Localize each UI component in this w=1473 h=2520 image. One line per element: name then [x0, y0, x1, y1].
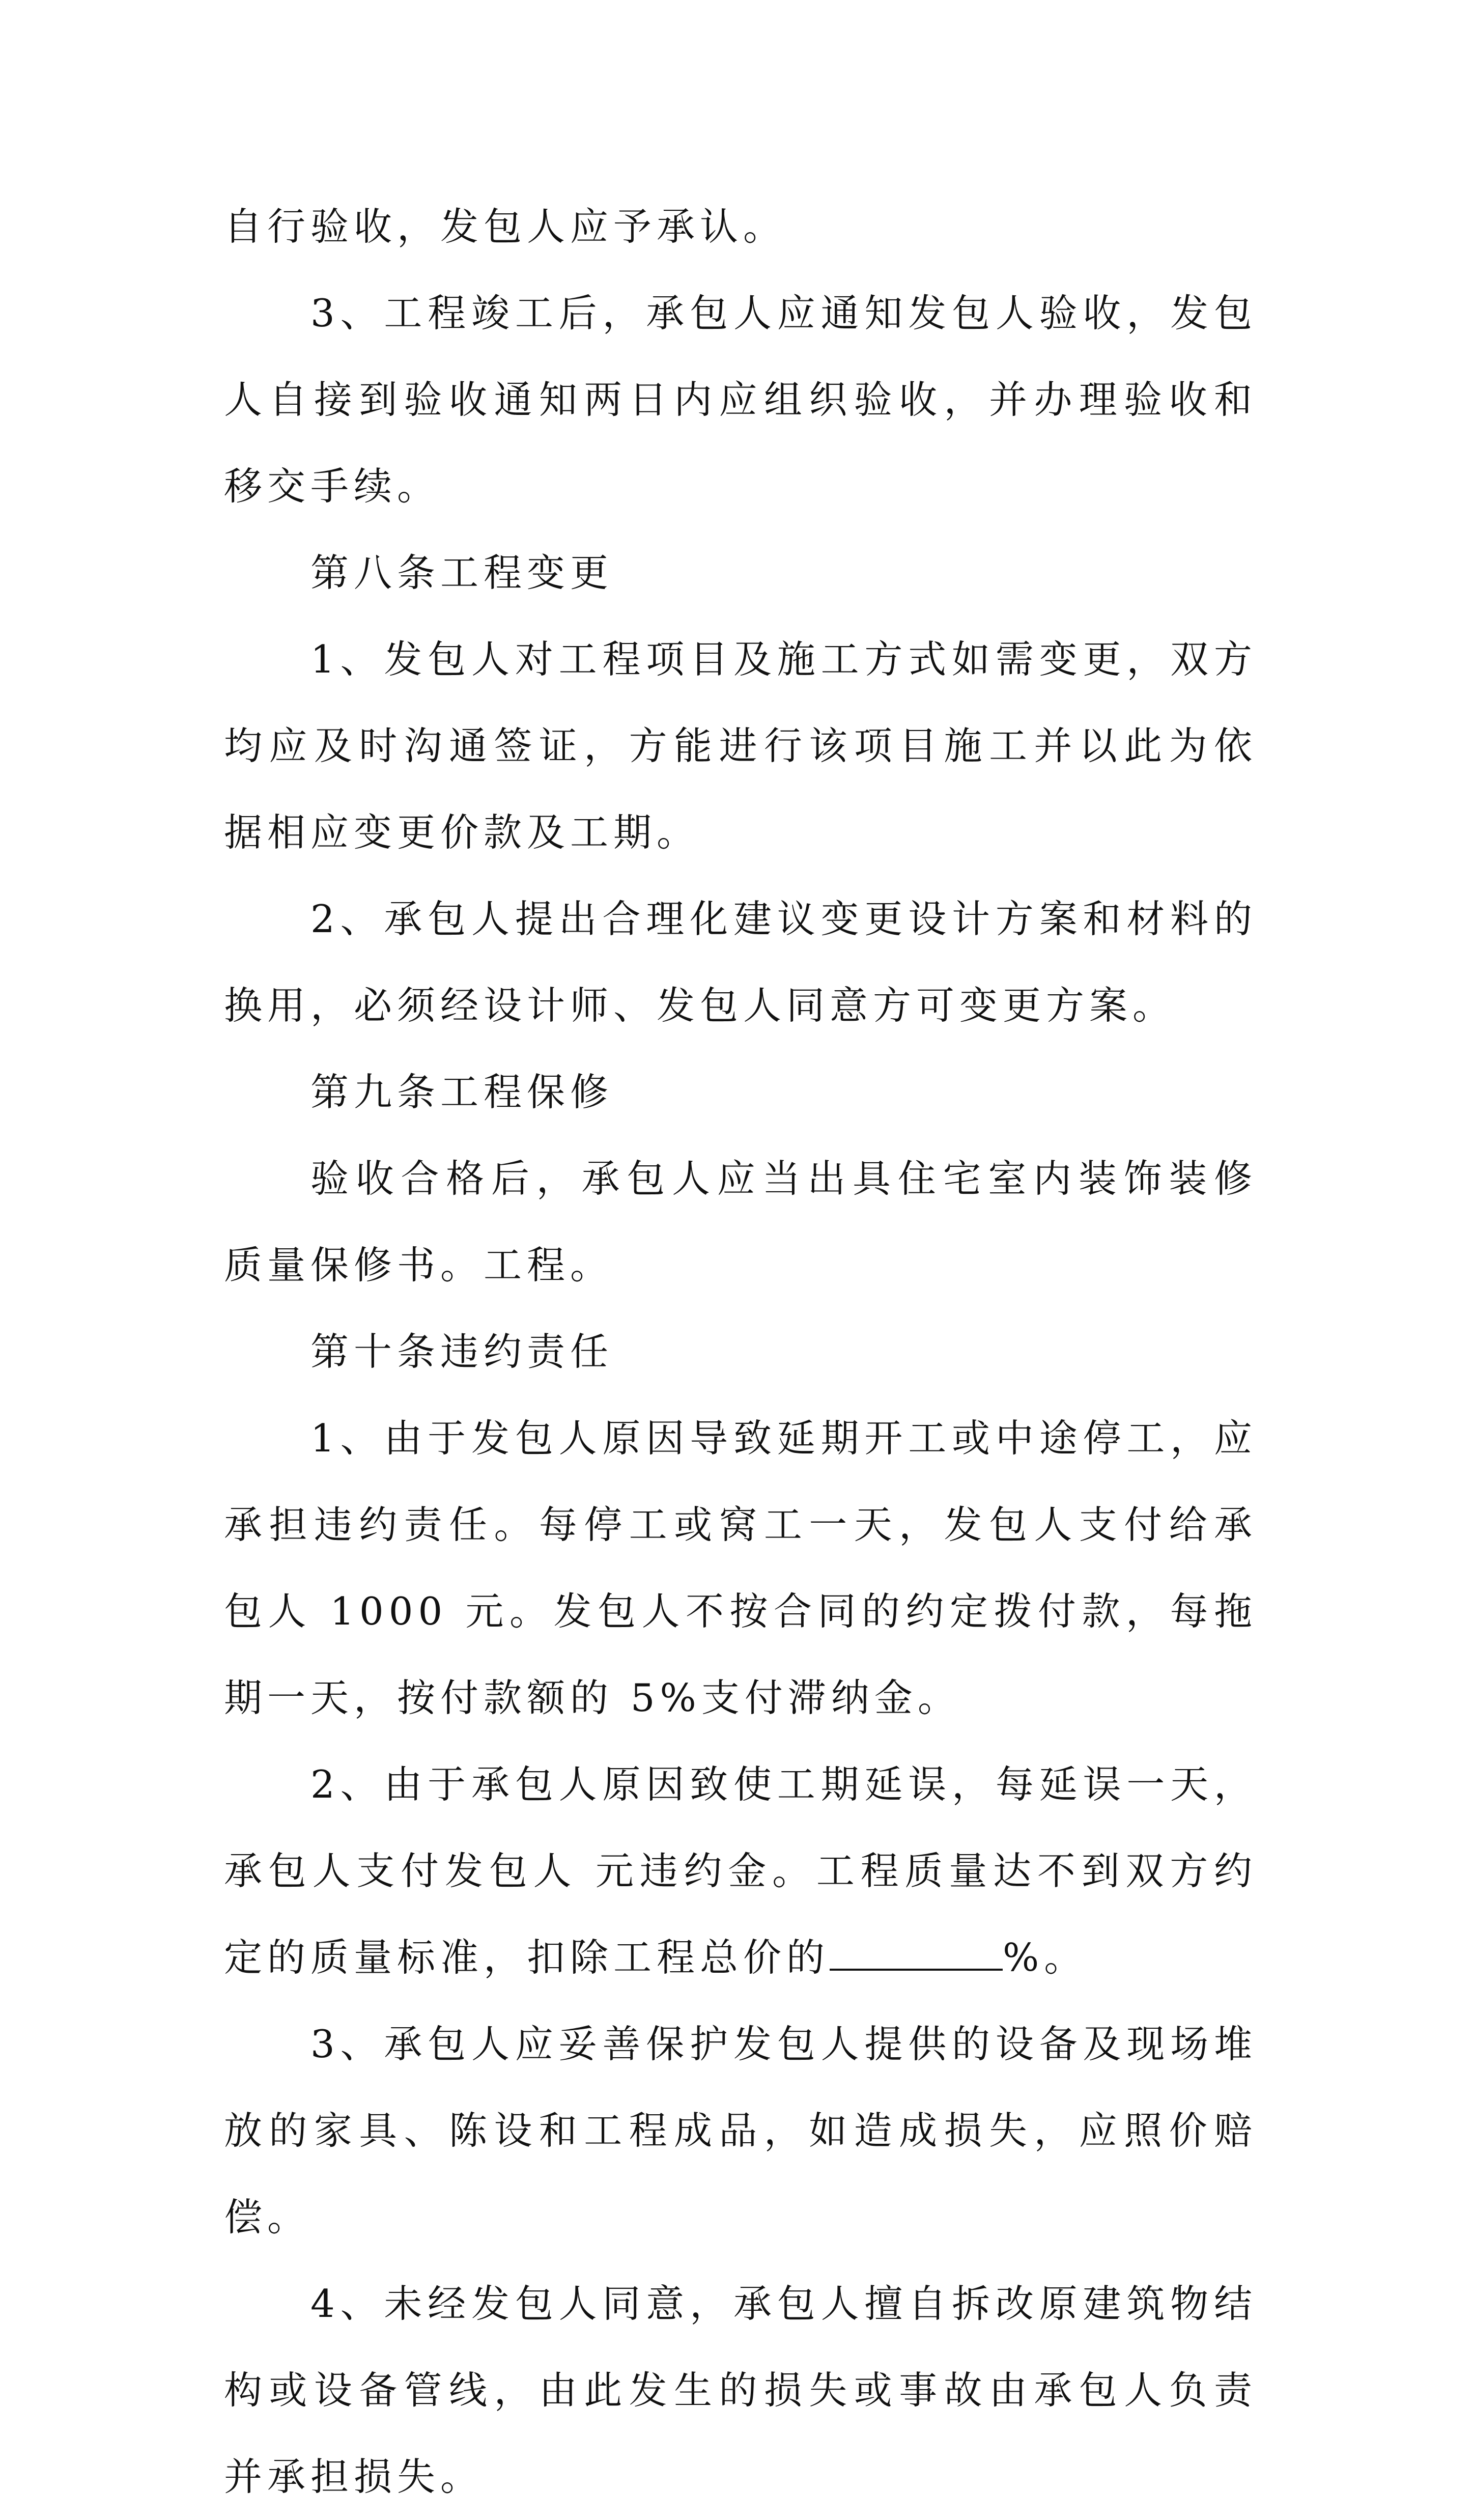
paragraph-7-text-before: 2、由于承包人原因致使工期延误，每延误一天，承包人支付发包人 元违约金。工程质量达不到双方约定的质量标准，扣除工程总价的 — [224, 1762, 1257, 1980]
paragraph-3: 1、发包人对工程项目及施工方式如需变更，双方均应及时沟通签证，方能进行该项目施工并以此为依据相应变更价款及工期。 — [224, 637, 1257, 855]
paragraph-6: 1、由于发包人原因导致延期开工或中途停工，应承担违约责任。每停工或窝工一天，发包人支付给承包人 1000 元。发包人不按合同的约定拨付款，每拖期一天，按付款额的 5%支付滞纳金。 — [224, 1416, 1257, 1720]
fill-in-blank — [830, 1933, 1003, 1971]
paragraph-2: 3、工程竣工后，承包人应通知发包人验收，发包人自接到验收通知两日内应组织验收，并办理验收和移交手续。 — [224, 291, 1257, 509]
paragraph-8: 3、承包人应妥善保护发包人提供的设备及现场堆放的家具、陈设和工程成品，如造成损失，应照价赔偿。 — [224, 2022, 1257, 2239]
paragraph-5: 验收合格后，承包人应当出具住宅室内装饰装修质量保修书。工程。 — [224, 1156, 1257, 1287]
section-heading-9: 第九条工程保修 — [310, 1070, 614, 1114]
paragraph-1: 自行验收，发包人应予承认。 — [224, 204, 787, 249]
document-body — [224, 183, 1257, 2520]
paragraph-7 — [224, 1741, 1257, 2001]
section-heading-10: 第十条违约责任 — [310, 1329, 614, 1374]
paragraph-9: 4、未经发包人同意，承包人擅自拆改原建筑物结构或设备管线，由此发生的损失或事故由承包人负责并承担损失。 — [224, 2281, 1257, 2499]
paragraph-4: 2、承包人提出合理化建议变更设计方案和材料的换用，必须经设计师、发包人同意方可变更方案。 — [224, 897, 1257, 1028]
paragraph-7-text-after: %。 — [1003, 1935, 1088, 1980]
section-heading-8: 第八条工程变更 — [310, 550, 614, 595]
